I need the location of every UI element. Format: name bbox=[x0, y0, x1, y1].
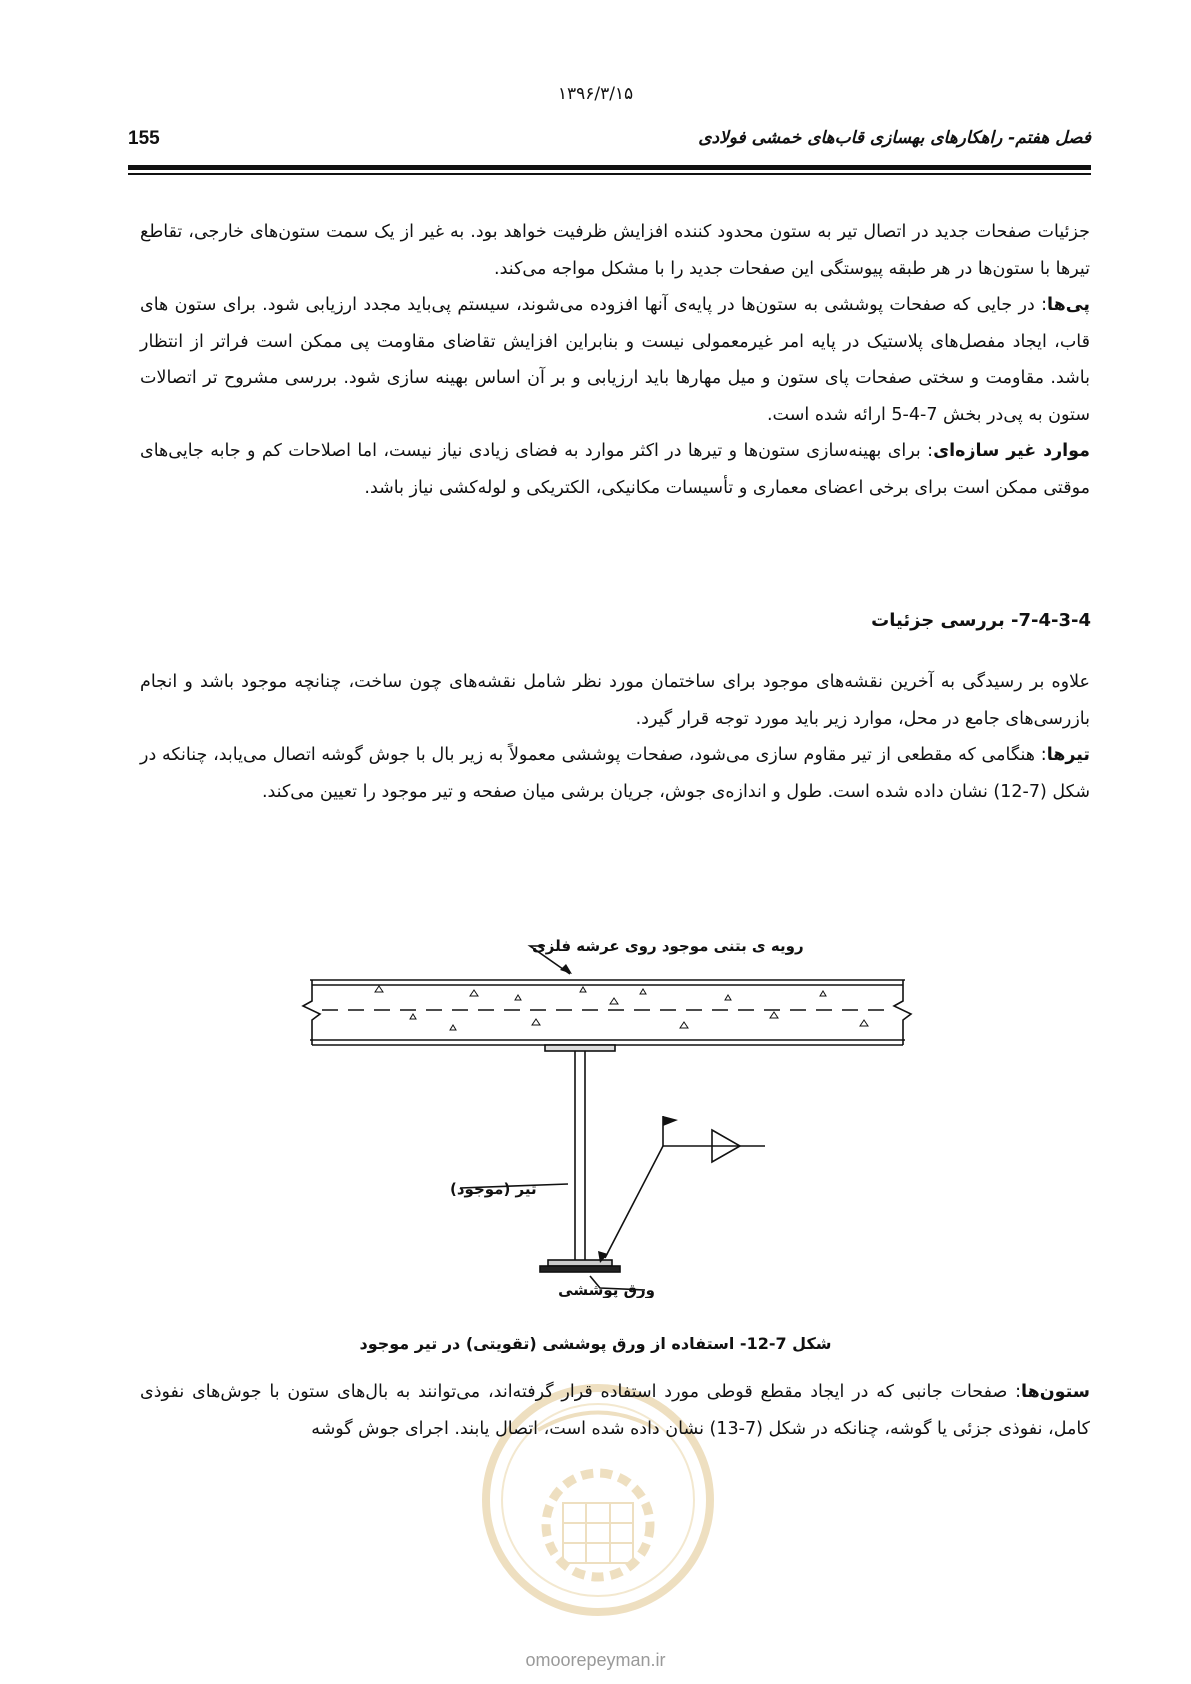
section2-body bbox=[140, 664, 1090, 810]
aggregate-marks bbox=[375, 986, 868, 1030]
print-date: ۱۳۹۶/۳/۱۵ bbox=[557, 84, 634, 104]
section1-body bbox=[140, 214, 1090, 506]
beams-label: تیرها bbox=[1046, 745, 1090, 765]
watermark-site: omoorepeyman.ir bbox=[525, 1650, 666, 1670]
intro-paragraph: جزئیات صفحات جدید در اتصال تیر به ستون محدود کننده افزایش ظرفیت خواهد بود. به غیر از یک سمت ستون‌های خارجی، تقاطع تیرها با ستون‌ها در هر طبقه پیوستگی این صفحات جدید را با مشکل مواجه می‌کند. bbox=[140, 222, 1090, 279]
weld-arrow-line bbox=[605, 1146, 663, 1258]
slab-arrowhead-icon bbox=[560, 964, 572, 974]
section-heading: 7-4-3-4- بررسی جزئیات bbox=[871, 610, 1091, 631]
plate-label: ورق پوششی bbox=[558, 1281, 655, 1298]
columns-paragraph bbox=[140, 1374, 1090, 1447]
header-rule-thin bbox=[128, 173, 1091, 175]
slab-break-left bbox=[303, 980, 320, 1045]
field-weld-flag-icon bbox=[663, 1116, 678, 1126]
beam-bottom-flange bbox=[548, 1260, 612, 1266]
columns-label: ستون‌ها bbox=[1021, 1382, 1090, 1402]
beams-text: : هنگامی که مقطعی از تیر مقاوم سازی می‌شود، صفحات پوششی معمولاً به زیر بال با جوش گوشه اتصال می‌یابد، چنانکه در شکل (7-12) نشان داده شده است. طول و اندازه‌ی جوش، جریان برشی میان صفحه و تیر موجود را تعیین می‌کند. bbox=[140, 745, 1090, 802]
beam-label: تیر (موجود) bbox=[450, 1180, 537, 1198]
foundations-text: : در جایی که صفحات پوششی به ستون‌ها در پایه‌ی آنها افزوده می‌شوند، سیستم پی‌باید مجدد ارزیابی شود. برای ستون های قاب، ایجاد مفصل‌های پلاستیک در پایه امر غیرمعمولی نیست و بنابراین افزایش تقاضای مقاومت پی ممکن است فراتر از انتظار باشد. مقاومت و سختی صفحات پای ستون و میل مهارها باید ارزیابی و بر آن اساس بهینه سازی شود. بررسی مشروح تر اتصالات ستون به پی‌در بخش 7-4-5 ارائه شده است. bbox=[140, 295, 1090, 425]
section3-body bbox=[140, 1374, 1090, 1447]
beam-top-flange bbox=[545, 1045, 615, 1051]
chapter-title: فصل هفتم- راهکارهای بهسازی قاب‌های خمشی فولادی bbox=[698, 128, 1091, 148]
foundations-paragraph bbox=[140, 287, 1090, 433]
header-rule-thick bbox=[128, 165, 1091, 170]
nonstructural-paragraph bbox=[140, 433, 1090, 506]
nonstructural-label: موارد غیر سازه‌ای bbox=[933, 441, 1090, 461]
nonstructural-text: : برای بهینه‌سازی ستون‌ها و تیرها در اکثر موارد به فضای زیادی نیاز نیست، اما اصلاحات کم و جابه جایی‌های موقتی ممکن است برای برخی اعضای معماری و تأسیسات مکانیکی، الکتریکی و لوله‌کشی نیاز باشد. bbox=[140, 441, 1090, 498]
details-intro-paragraph: علاوه بر رسیدگی به آخرین نقشه‌های موجود برای ساختمان مورد نظر شامل نقشه‌های چون ساخت، چنانچه موجود باشد و انجام بازرسی‌های جامع در محل، موارد زیر باید مورد توجه قرار گیرد. bbox=[140, 672, 1090, 729]
columns-text: : صفحات جانبی که در ایجاد مقطع قوطی مورد استفاده قرار گرفته‌اند، می‌توانند به بال‌های ستون با جوش‌های نفوذی کامل، نفوذی جزئی یا گوشه، چنانکه در شکل (7-13) نشان داده شده است، اتصال یابند. اجرای جوش گوشه bbox=[140, 1382, 1090, 1439]
beams-paragraph bbox=[140, 737, 1090, 810]
cover-plate bbox=[540, 1266, 620, 1272]
slab-break-right bbox=[894, 980, 911, 1045]
page-number: 155 bbox=[128, 128, 160, 149]
foundations-label: پی‌ها bbox=[1047, 295, 1090, 315]
slab-label: رویه ی بتنی موجود روی عرشه فلزی bbox=[532, 937, 804, 955]
figure-caption: شکل 7-12- استفاده از ورق پوششی (تقویتی) در تیر موجود bbox=[359, 1334, 832, 1353]
beam-cover-plate-figure bbox=[300, 888, 920, 1298]
